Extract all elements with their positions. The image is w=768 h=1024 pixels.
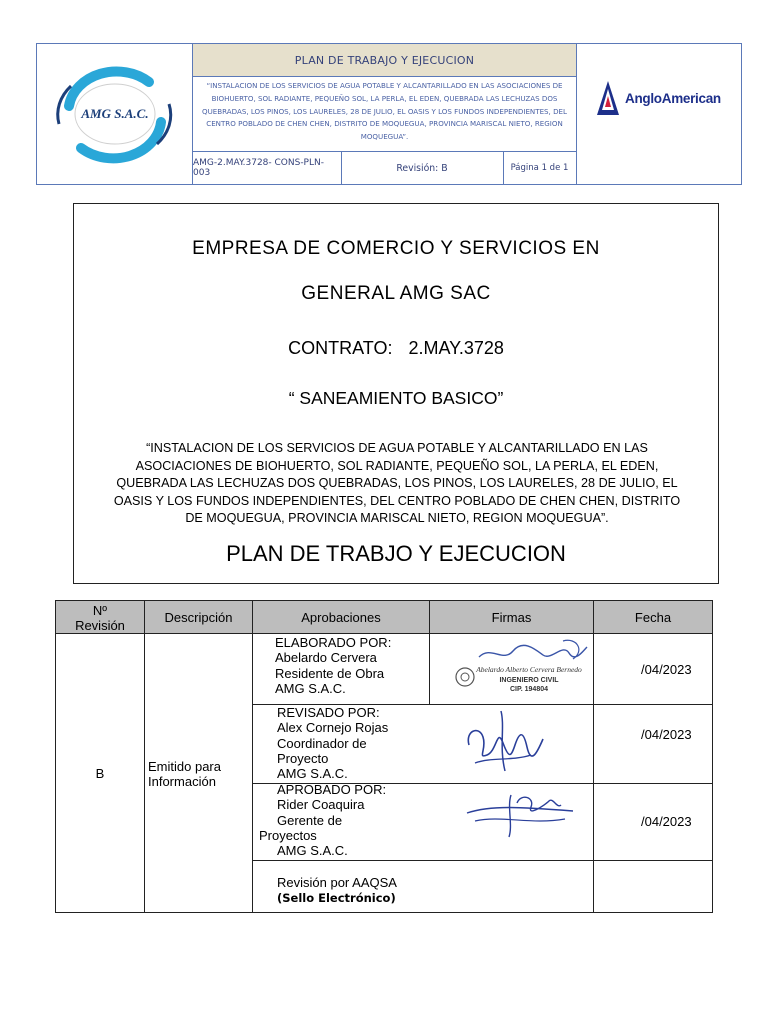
description-value — [148, 759, 252, 790]
approval-person: Rider Coaquira — [277, 797, 365, 813]
company-name-line1: EMPRESA DE COMERCIO Y SERVICIOS EN — [192, 238, 600, 259]
header-revision-l1: Nº — [92, 602, 108, 618]
revision-value: B — [95, 765, 105, 781]
header-codes-row — [193, 151, 576, 184]
contract-line — [74, 338, 718, 359]
approval-role: APROBADO POR: — [277, 782, 387, 797]
header-revision — [56, 601, 144, 634]
contract-number: 2.MAY.3728 — [408, 338, 504, 358]
anglo-american-logo — [595, 78, 735, 118]
project-scope: “INSTALACION DE LOS SERVICIOS DE AGUA POTABLE Y ALCANTARILLADO EN LAS ASOCIACIONES DE BIOHUERTO, SOL RADIANTE, PEQUEÑO SOL, LA PERLA, EL EDEN, QUEBRADA LAS LECHUZAS DOS QUEBRADAS, LOS PINOS, LOS LAURELES, 28 DE JULIO, EL OASIS Y LOS FUNDOS INDEPENDIENTES, DEL CENTRO POBLADO DE CHEN CHEN, DISTRITO DE MOQUEGUA, PROVINCIA MARISCAL NIETO, REGION MOQUEGUA”. — [113, 441, 681, 525]
anglo-american-emblem-icon — [595, 79, 621, 117]
approval-position: Gerente de — [277, 812, 343, 828]
approval-company: AMG S.A.C. — [277, 843, 348, 859]
client-logo-cell — [576, 44, 741, 184]
amg-sac-logo — [51, 64, 179, 164]
header-description: “INSTALACION DE LOS SERVICIOS DE AGUA POTABLE Y ALCANTARILLADO EN LAS ASOCIACIONES DE BIOHUERTO, SOL RADIANTE, PEQUEÑO SOL, LA PERLA, EL EDEN, QUEBRADA LAS LECHUZAS DOS QUEBRADAS, LOS PINOS, LOS LAURELES, 28 DE JULIO, EL OASIS Y LOS FUNDOS INDEPENDIENTES, DEL CENTRO POBLADO DE CHEN CHEN, DISTRITO DE MOQUEGUA, PROVINCIA MARISCAL NIETO, REGION MOQUEGUA”. — [202, 81, 567, 142]
electronic-seal-note: (Sello Electrónico) — [277, 891, 396, 906]
anglo-american-text: AngloAmerican — [625, 90, 721, 106]
header-title: PLAN DE TRABAJO Y EJECUCION — [193, 44, 576, 77]
date-revisado: /04/2023 — [641, 727, 692, 742]
header-description: Descripción — [164, 610, 233, 625]
signature-aprobado — [461, 785, 581, 841]
approvals-table — [55, 600, 713, 913]
stamp-title: INGENIERO CIVIL — [499, 677, 559, 684]
page-number: Página 1 de 1 — [510, 163, 569, 173]
contract-label: CONTRATO: — [288, 338, 393, 358]
stamp-cip: CIP. 194804 — [509, 686, 549, 693]
cover-box — [73, 203, 719, 584]
project-name: “ SANEAMIENTO BASICO” — [288, 388, 504, 408]
header-revision-l2: Revisión — [75, 617, 125, 633]
document-code: AMG-2.MAY.3728- CONS-PLN-003 — [193, 152, 342, 184]
document-header — [36, 43, 742, 185]
approval-row-elaborado — [275, 635, 429, 696]
approval-person: Alex Cornejo Rojas — [277, 720, 389, 736]
date-aprobado: /04/2023 — [641, 814, 692, 829]
plan-title: PLAN DE TRABJO Y EJECUCION — [226, 541, 566, 566]
signature-revisado — [461, 707, 551, 777]
revision-label: Revisión: B — [341, 152, 504, 184]
row-divider — [252, 860, 712, 861]
approval-role: ELABORADO POR: — [275, 635, 392, 650]
description-line1: Emitido para — [148, 759, 221, 774]
column-divider — [429, 634, 430, 704]
approval-position-cont: Proyecto — [277, 750, 329, 766]
approval-role: REVISADO POR: — [277, 705, 380, 720]
column-divider — [252, 601, 253, 912]
column-divider — [144, 601, 145, 912]
company-name-line2: GENERAL AMG SAC — [301, 283, 491, 304]
header-signatures: Firmas — [491, 610, 532, 625]
approval-company: AMG S.A.C. — [277, 766, 348, 782]
approval-row-aprobado — [259, 782, 429, 858]
approval-role: Revisión por AAQSA — [277, 875, 397, 890]
approval-position: Coordinador de — [277, 735, 367, 751]
column-divider — [593, 601, 594, 912]
description-line2: Información — [148, 774, 216, 790]
approval-position: Residente de Obra — [275, 665, 385, 681]
amg-logo-text: AMG S.A.C. — [81, 106, 149, 121]
stamp-name: Abelardo Alberto Cervera Bernedo — [476, 665, 582, 674]
header-center — [193, 44, 576, 184]
approval-company: AMG S.A.C. — [275, 680, 346, 696]
approval-row-aaqsa — [277, 875, 429, 907]
approval-row-revisado — [277, 705, 429, 781]
company-logo-cell — [37, 44, 193, 184]
header-approvals: Aprobaciones — [301, 610, 381, 625]
approval-position-cont: Proyectos — [259, 827, 317, 843]
date-elaborado: /04/2023 — [641, 662, 692, 677]
signature-stamp-elaborado — [451, 637, 591, 699]
approval-person: Abelardo Cervera — [275, 650, 377, 666]
header-date: Fecha — [634, 610, 672, 625]
